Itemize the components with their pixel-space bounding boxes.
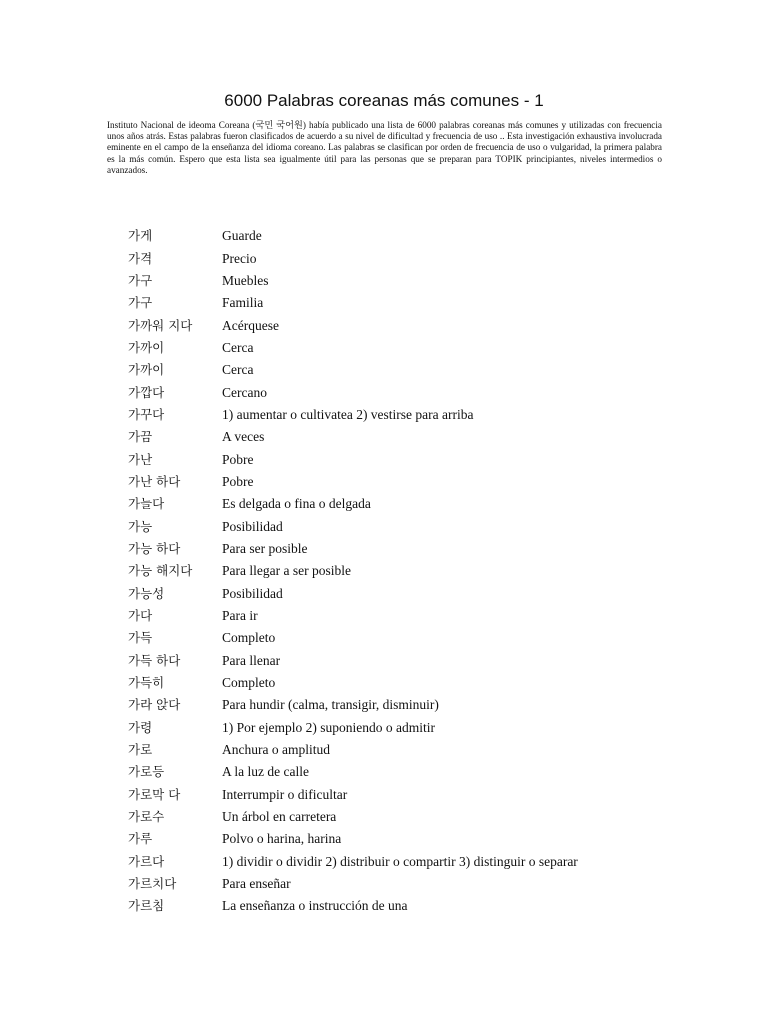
korean-word: 가구 [128, 295, 153, 311]
spanish-translation: Pobre [222, 451, 254, 467]
korean-word: 가득 [128, 630, 153, 646]
vocab-row [128, 694, 688, 716]
vocab-row [128, 247, 688, 269]
vocab-row [128, 650, 688, 672]
vocab-row [128, 448, 688, 470]
vocab-row [128, 583, 688, 605]
spanish-translation: Cerca [222, 339, 254, 355]
korean-word: 가능 하다 [128, 540, 181, 556]
korean-word: 가게 [128, 228, 153, 244]
korean-word: 가까이 [128, 339, 165, 355]
spanish-translation: 1) dividir o dividir 2) distribuir o compartir 3) distinguir o separar [222, 853, 578, 869]
vocab-row [128, 426, 688, 448]
spanish-translation: Acérquese [222, 317, 279, 333]
vocab-row [128, 404, 688, 426]
korean-word: 가루 [128, 831, 153, 847]
spanish-translation: Es delgada o fina o delgada [222, 496, 371, 512]
vocabulary-list [128, 225, 688, 918]
vocab-row [128, 270, 688, 292]
spanish-translation: Posibilidad [222, 585, 283, 601]
korean-word: 가까워 지다 [128, 317, 193, 333]
spanish-translation: A veces [222, 429, 265, 445]
korean-word: 가로막 다 [128, 786, 181, 802]
korean-word: 가르침 [128, 898, 165, 914]
spanish-translation: Polvo o harina, harina [222, 831, 342, 847]
korean-word: 가구 [128, 272, 153, 288]
spanish-translation: Cerca [222, 362, 254, 378]
spanish-translation: La enseñanza o instrucción de una [222, 898, 408, 914]
vocab-row [128, 806, 688, 828]
korean-word: 가능 [128, 518, 153, 534]
spanish-translation: Cercano [222, 384, 267, 400]
spanish-translation: 1) Por ejemplo 2) suponiendo o admitir [222, 719, 435, 735]
spanish-translation: Completo [222, 630, 276, 646]
spanish-translation: Precio [222, 250, 257, 266]
korean-word: 가로등 [128, 764, 165, 780]
korean-word: 가능성 [128, 585, 165, 601]
korean-word: 가득 하다 [128, 652, 181, 668]
spanish-translation: Para enseñar [222, 876, 291, 892]
korean-word: 가로 [128, 742, 153, 758]
korean-word: 가르다 [128, 853, 165, 869]
spanish-translation: Guarde [222, 228, 262, 244]
spanish-translation: A la luz de calle [222, 764, 309, 780]
korean-word: 가격 [128, 250, 153, 266]
vocab-row [128, 895, 688, 917]
korean-word: 가라 앉다 [128, 697, 181, 713]
vocab-row [128, 739, 688, 761]
vocab-row [128, 292, 688, 314]
korean-word: 가끔 [128, 429, 153, 445]
vocab-row [128, 851, 688, 873]
korean-word: 가로수 [128, 809, 165, 825]
korean-word: 가르치다 [128, 876, 177, 892]
vocab-row [128, 225, 688, 247]
spanish-translation: Muebles [222, 272, 269, 288]
vocab-row [128, 538, 688, 560]
spanish-translation: Para llegar a ser posible [222, 563, 351, 579]
spanish-translation: Posibilidad [222, 518, 283, 534]
korean-word: 가령 [128, 719, 153, 735]
korean-word: 가난 [128, 451, 153, 467]
vocab-row [128, 337, 688, 359]
korean-word: 가늘다 [128, 496, 165, 512]
spanish-translation: Para ir [222, 608, 258, 624]
korean-word: 가다 [128, 608, 153, 624]
vocab-row [128, 493, 688, 515]
vocab-row [128, 359, 688, 381]
spanish-translation: Interrumpir o dificultar [222, 786, 348, 802]
vocab-row [128, 761, 688, 783]
vocab-row [128, 560, 688, 582]
korean-word: 가능 해지다 [128, 563, 193, 579]
spanish-translation: Familia [222, 295, 264, 311]
spanish-translation: Para ser posible [222, 540, 308, 556]
spanish-translation: Pobre [222, 473, 254, 489]
vocab-row [128, 471, 688, 493]
vocab-row [128, 828, 688, 850]
vocab-row [128, 605, 688, 627]
spanish-translation: 1) aumentar o cultivatea 2) vestirse para arriba [222, 406, 474, 422]
korean-word: 가득히 [128, 675, 165, 691]
spanish-translation: Un árbol en carretera [222, 809, 337, 825]
spanish-translation: Anchura o amplitud [222, 742, 330, 758]
intro-paragraph: Instituto Nacional de ideoma Coreana (국민 국어원) había publicado una lista de 6000 palabras coreanas más comunes y utilizadas con frecuencia unos años atrás. Estas palabras fueron clasificados de acuerdo a su nivel de dificultad y frecuencia de uso .. Esta investigación exhaustiva involucrada eminente en el campo de la enseñanza del idioma coreano. Las palabras se clasifican por orden de frecuencia de uso o vulgaridad, la primera palabra es la más común. Espero que esta lista sea igualmente útil para las personas que se preparan para TOPIK principiantes, niveles intermedios o avanzados. [107, 120, 662, 175]
vocab-row [128, 784, 688, 806]
spanish-translation: Completo [222, 675, 276, 691]
vocab-row [128, 515, 688, 537]
korean-word: 가까이 [128, 362, 165, 378]
document-title: 6000 Palabras coreanas más comunes - 1 [224, 91, 544, 110]
korean-word: 가깝다 [128, 384, 165, 400]
vocab-row [128, 381, 688, 403]
spanish-translation: Para hundir (calma, transigir, disminuir) [222, 697, 439, 713]
vocab-row [128, 717, 688, 739]
vocab-row [128, 672, 688, 694]
vocab-row [128, 873, 688, 895]
vocab-row [128, 314, 688, 336]
korean-word: 가난 하다 [128, 473, 181, 489]
spanish-translation: Para llenar [222, 652, 281, 668]
korean-word: 가꾸다 [128, 406, 165, 422]
vocab-row [128, 627, 688, 649]
